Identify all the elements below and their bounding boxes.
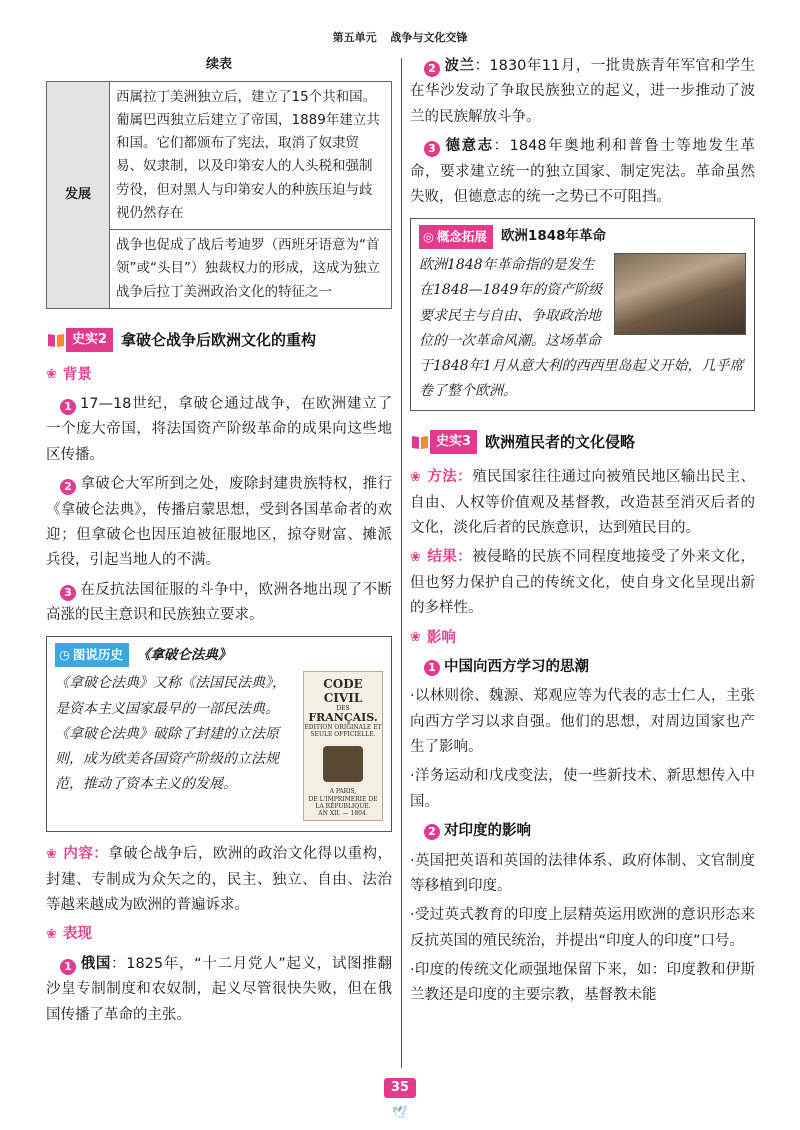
perf-name: 德意志 xyxy=(444,138,494,155)
perf-text: ：1830年11月，一批贵族青年军官和学生在华沙发动了争取民族独立的起义，进一步推动了波兰的民族解放斗争。 xyxy=(410,58,756,125)
result-text: 被侵略的民族不同程度地接受了外来文化，但也努力保护自己的传统文化，使自身文化呈现出新的多样性。 xyxy=(410,549,756,617)
table-cell: 西属拉丁美洲独立后，建立了15个共和国。葡属巴西独立后建立了帝国，1889年建立共和国。它们都颁布了宪法，取消了奴隶贸易、奴隶制，以及印第安人的人头税和强制劳役，但对黑人与印第安人的种族压迫与歧视仍然存在 xyxy=(110,81,392,229)
perf-text: ：1848年奥地利和普鲁士等地发生革命，要求建立统一的独立国家、制定宪法。革命虽然失败，但德意志的统一之势已不可阻挡。 xyxy=(410,138,756,205)
book-line: DE L'IMPRIMERIE DE LA RÉPUBLIQUE. xyxy=(308,795,378,810)
book-line: ÉDITION ORIGINALE ET SEULE OFFICIELLE. xyxy=(304,724,382,739)
box-title: 《拿破仑法典》 xyxy=(136,646,232,663)
book-line: DES xyxy=(336,704,350,712)
book-icon xyxy=(410,432,430,452)
box-body xyxy=(419,253,746,404)
bg-text: 17—18世纪，拿破仑通过战争，在欧洲建立了一个庞大帝国，将法国资产阶级革命的成果向这些地区传播。 xyxy=(46,396,392,463)
list-item: ·印度的传统文化顽强地保留下来，如：印度教和伊斯兰教还是印度的主要宗教，基督教未能 xyxy=(410,962,755,1004)
list-item: ·洋务运动和戊戌变法，使一些新技术、新思想传入中国。 xyxy=(410,768,755,810)
influence-2-title: 对印度的影响 xyxy=(444,823,531,840)
bg-item-1 xyxy=(46,392,392,468)
bg-text: 在反抗法国征服的斗争中，欧洲各地出现了不断高涨的民主意识和民族独立要求。 xyxy=(46,581,392,624)
performance-label: 表现 xyxy=(62,926,92,943)
number-badge: 2 xyxy=(424,61,440,77)
book-emblem-icon xyxy=(323,746,363,782)
right-column xyxy=(410,54,755,1013)
bg-item-2 xyxy=(46,472,392,574)
perf-item-1 xyxy=(46,952,392,1028)
bg-item-3 xyxy=(46,578,392,629)
influence-label: 影响 xyxy=(426,629,456,646)
box-header xyxy=(419,225,746,249)
unit-label: 第五单元 xyxy=(332,31,377,44)
method-paragraph xyxy=(410,465,755,541)
content-label: 内容： xyxy=(63,846,109,863)
box-tag xyxy=(419,225,493,249)
book-line: FRANÇAIS. xyxy=(308,710,378,724)
perf-name: 波兰 xyxy=(444,58,475,74)
unit-title: 战争与文化交锋 xyxy=(390,31,468,44)
flower-icon: ❀ xyxy=(410,550,422,566)
box-body-text: 欧洲1848年革命指的是发生在1848—1849年的资产阶级要求民主与自由、争取政治地位的一次革命风潮。这场革命于1848年1月从意大利的西西里岛起义开始，几乎席卷了整个欧洲。 xyxy=(419,257,744,400)
box-tag xyxy=(55,643,129,667)
background-label: 背景 xyxy=(62,366,92,383)
number-badge: 1 xyxy=(424,660,440,676)
box-tag-label: 图说历史 xyxy=(72,647,123,663)
revolution-painting-image xyxy=(614,253,746,335)
number-badge: 1 xyxy=(60,399,76,415)
performance-heading xyxy=(46,922,392,947)
perf-item-3 xyxy=(410,134,755,210)
book-line: A PARIS, xyxy=(329,788,357,796)
flower-icon: ❀ xyxy=(410,629,421,645)
flower-icon: ❀ xyxy=(46,926,57,942)
development-table xyxy=(46,81,392,309)
number-badge: 1 xyxy=(60,959,76,975)
code-civil-book-image xyxy=(303,671,383,821)
box-body-text: 《拿破仑法典》又称《法国民法典》，是资本主义国家最早的一部民法典。《拿破仑法典》破除了封建的立法原则，成为欧美各国资产阶级的立法规范，推动了资本主义的发展。 xyxy=(55,675,286,793)
section2-title: 拿破仑战争后欧洲文化的重构 xyxy=(121,330,317,349)
number-badge: 3 xyxy=(60,585,76,601)
number-badge: 2 xyxy=(424,824,440,840)
flower-icon: ❀ xyxy=(46,367,57,383)
content-text: 拿破仑战争后，欧洲的政治文化得以重构，封建、专制成为众矢之的，民主、独立、自由、法治等越来越成为欧洲的普遍诉求。 xyxy=(46,846,393,914)
book-icon xyxy=(46,330,66,350)
method-text: 殖民国家往往通过向被殖民地区输出民主、自由、人权等价值观及基督教，改造甚至消灭后者的文化，淡化后者的民族意识，达到殖民目的。 xyxy=(410,469,756,536)
section3-header xyxy=(410,429,755,455)
left-column xyxy=(46,54,392,1032)
target-icon: ◎ xyxy=(423,229,434,245)
table-label: 发展 xyxy=(47,81,110,308)
number-badge: 2 xyxy=(60,479,76,495)
book-line: AN XII. — 1804. xyxy=(318,809,368,817)
box-header xyxy=(55,643,383,667)
box-title: 欧洲1848年革命 xyxy=(500,228,607,245)
number-badge: 3 xyxy=(424,141,440,157)
book-title: CODE CIVIL xyxy=(323,677,363,705)
influence-heading xyxy=(410,626,755,651)
perf-text: ：1825年，“十二月党人”起义，试图推翻沙皇专制制度和农奴制，起义尽管很快失败，但在俄国传播了革命的主张。 xyxy=(46,955,392,1023)
influence-2-heading xyxy=(410,819,755,844)
box-tag-label: 概念拓展 xyxy=(436,229,487,245)
bg-text: 拿破仑大军所到之处，废除封建贵族特权，推行《拿破仑法典》，传播启蒙思想，受到各国革命者的欢迎；但拿破仑也因压迫被征服地区，掠夺财富、摊派兵役，引起当地人的不满。 xyxy=(46,476,392,569)
table-cell: 战争也促成了战后考迪罗（西班牙语意为“首领”或“头目”）独裁权力的形成，这成为独立战争后拉丁美洲政治文化的特征之一 xyxy=(110,230,392,309)
bird-icon: 🕊 xyxy=(392,1105,408,1119)
perf-item-2 xyxy=(410,54,755,130)
content-paragraph xyxy=(46,842,392,918)
clock-icon: ◷ xyxy=(59,647,70,663)
flower-icon: ❀ xyxy=(46,847,58,863)
influence-1-title: 中国向西方学习的思潮 xyxy=(444,658,589,675)
section3-title: 欧洲殖民者的文化侵略 xyxy=(485,433,636,452)
influence-1-heading xyxy=(410,655,755,680)
concept-box xyxy=(410,218,755,411)
illustrated-history-box xyxy=(46,636,392,832)
box-body xyxy=(55,671,383,825)
perf-name: 俄国 xyxy=(80,955,112,972)
page-header xyxy=(0,28,800,47)
result-label: 结果： xyxy=(427,549,473,566)
list-item: ·英国把英语和英国的法律体系、政府体制、文官制度等移植到印度。 xyxy=(410,852,755,894)
section2-header xyxy=(46,327,392,353)
list-item: ·受过英式教育的印度上层精英运用欧洲的意识形态来反抗英国的殖民统治，并提出“印度人的印度”口号。 xyxy=(410,907,755,949)
flower-icon: ❀ xyxy=(410,470,422,486)
method-label: 方法： xyxy=(427,469,473,486)
page-number: 35 xyxy=(384,1078,416,1098)
table-row xyxy=(47,81,392,229)
list-item: ·以林则徐、魏源、郑观应等为代表的志士仁人，主张向西方学习以求自强。他们的思想，对周边国家也产生了影响。 xyxy=(410,688,755,755)
continued-label: 续表 xyxy=(205,57,232,72)
column-divider xyxy=(401,58,402,1068)
result-paragraph xyxy=(410,545,755,621)
section2-tag: 史实2 xyxy=(66,328,113,352)
section3-tag: 史实3 xyxy=(430,430,477,454)
background-heading xyxy=(46,363,392,388)
